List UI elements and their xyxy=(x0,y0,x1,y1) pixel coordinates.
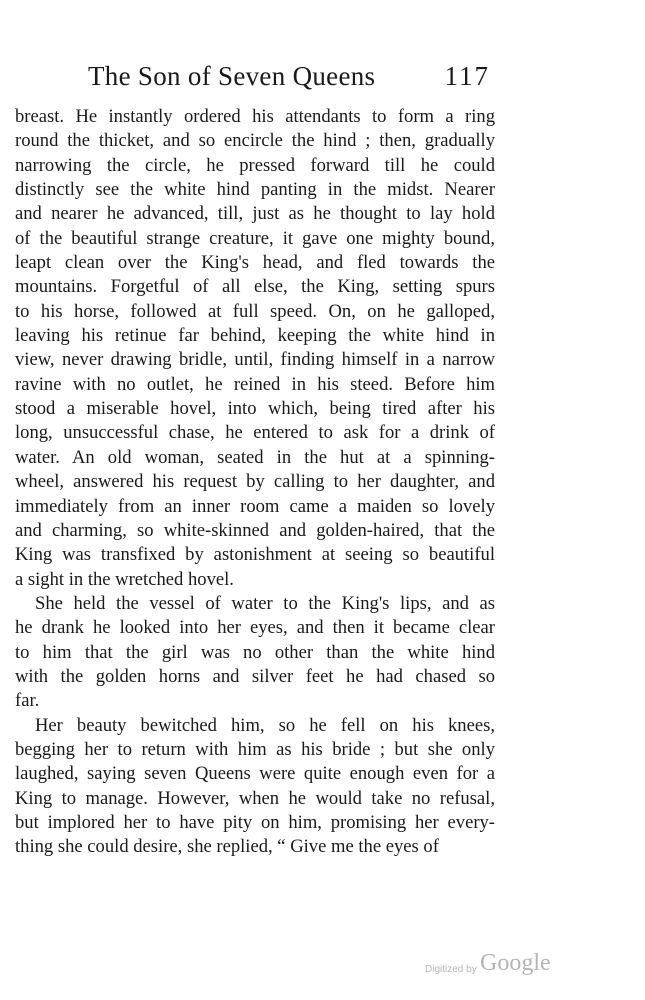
text-line: wheel, answered his request by calling to her daughter, and xyxy=(15,471,495,493)
paragraph xyxy=(15,592,495,714)
body-text xyxy=(15,105,495,860)
text-line: he drank he looked into her eyes, and then it became clear xyxy=(15,617,495,639)
paragraph xyxy=(15,714,495,860)
text-line: to him that the girl was no other than the white hind xyxy=(15,641,495,663)
text-line: King was transfixed by astonishment at seeing so beautiful xyxy=(15,544,495,566)
text-line: round the thicket, and so encircle the hind ; then, gradually xyxy=(15,130,495,152)
text-line: mountains. Forgetful of all else, the King, setting spurs xyxy=(15,276,495,298)
paragraph xyxy=(15,105,495,592)
text-line: distinctly see the white hind panting in the midst. Nearer xyxy=(15,179,495,201)
text-line: Her beauty bewitched him, so he fell on his knees, xyxy=(35,714,495,736)
google-logo: Google xyxy=(480,950,551,976)
text-line: with the golden horns and silver feet he had chased so xyxy=(15,665,495,687)
text-line: breast. He instantly ordered his attendants to form a ring xyxy=(15,106,495,127)
text-line: but implored her to have pity on him, promising her every- xyxy=(15,811,495,833)
text-line: King to manage. However, when he would take no refusal, xyxy=(15,787,495,809)
text-line: far. xyxy=(15,690,40,712)
text-line: thing she could desire, she replied, “ Give me the eyes of xyxy=(15,836,439,858)
text-line: leapt clean over the King's head, and fled towards the xyxy=(15,252,495,274)
page-number: 117 xyxy=(444,61,490,91)
text-line: view, never drawing bridle, until, finding himself in a narrow xyxy=(15,349,495,371)
text-line: and charming, so white-skinned and golden-haired, that the xyxy=(15,519,495,541)
digitized-by-label: Digitized by xyxy=(425,964,477,975)
text-line: immediately from an inner room came a maiden so lovely xyxy=(15,495,495,517)
text-line: long, unsuccessful chase, he entered to ask for a drink of xyxy=(15,422,495,444)
running-head xyxy=(88,56,490,96)
text-line: and nearer he advanced, till, just as he thought to lay hold xyxy=(15,203,495,225)
running-title: The Son of Seven Queens xyxy=(88,61,376,91)
text-line: to his horse, followed at full speed. On, on he galloped, xyxy=(15,300,495,322)
text-line: She held the vessel of water to the King's lips, and as xyxy=(35,592,495,614)
digitized-by-watermark xyxy=(425,950,565,984)
text-line: water. An old woman, seated in the hut at a spinning- xyxy=(15,446,495,468)
text-line: laughed, saying seven Queens were quite enough even for a xyxy=(15,763,495,785)
text-line: a sight in the wretched hovel. xyxy=(15,568,234,590)
text-line: leaving his retinue far behind, keeping the white hind in xyxy=(15,325,495,347)
text-line: of the beautiful strange creature, it gave one mighty bound, xyxy=(15,227,495,249)
text-line: begging her to return with him as his bride ; but she only xyxy=(15,738,495,760)
text-line: narrowing the circle, he pressed forward till he could xyxy=(15,154,495,176)
text-line: ravine with no outlet, he reined in his steed. Before him xyxy=(15,373,495,395)
text-line: stood a miserable hovel, into which, being tired after his xyxy=(15,398,495,420)
